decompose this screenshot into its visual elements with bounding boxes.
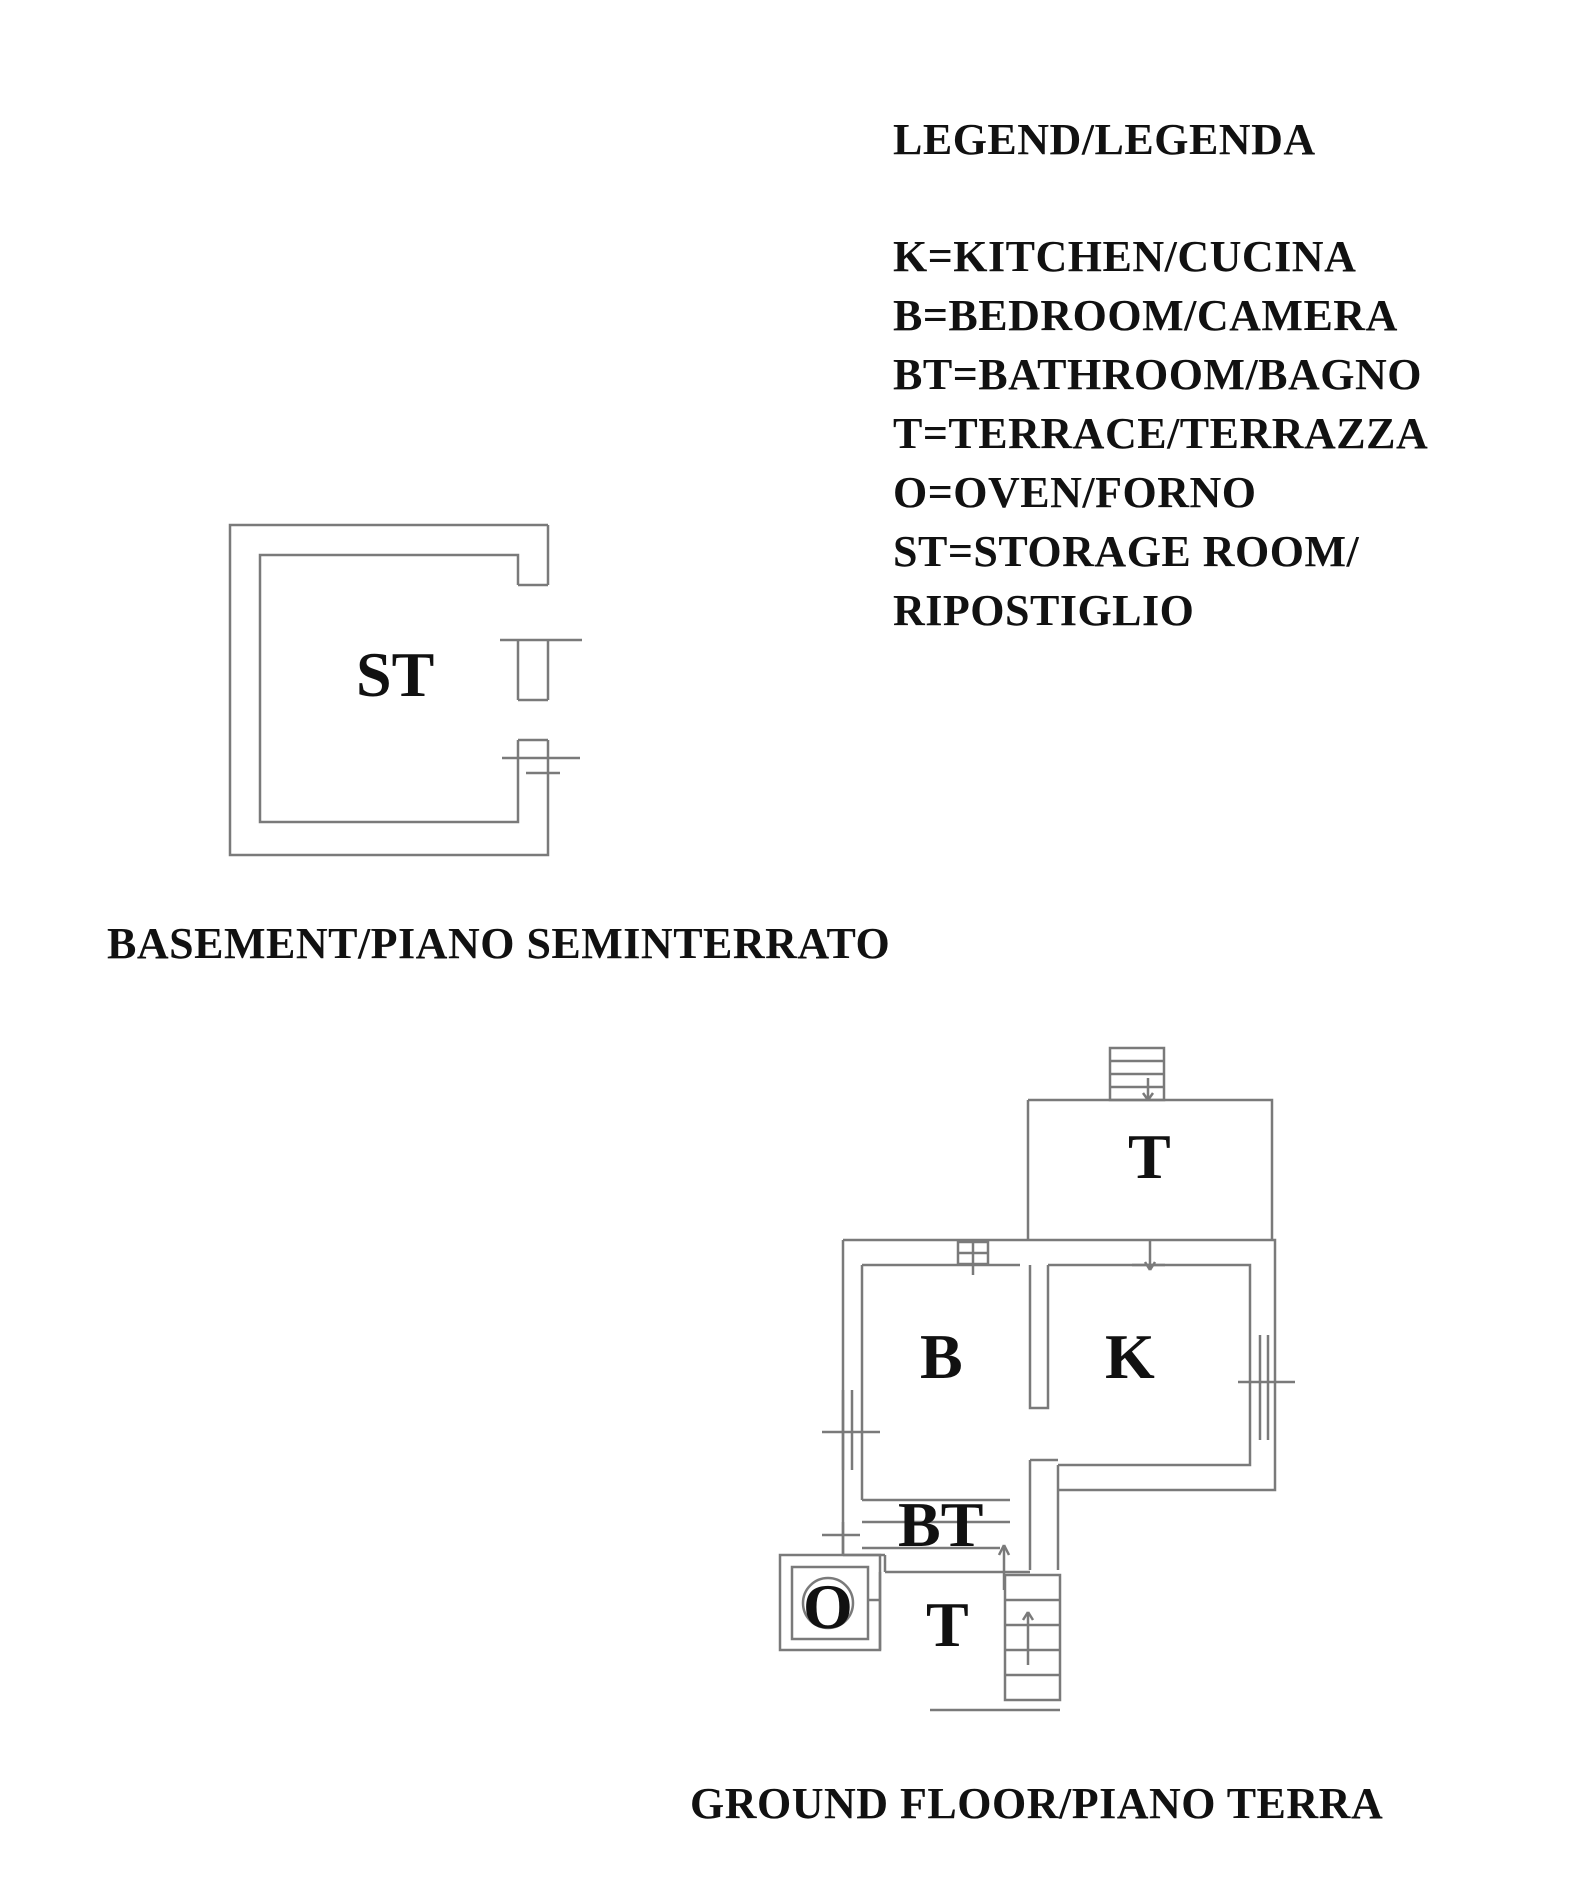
room-label-terrace-bottom: T (926, 1589, 969, 1660)
legend-title: LEGEND/LEGENDA (893, 115, 1316, 164)
legend-item: T=TERRACE/TERRAZZA (893, 409, 1429, 458)
room-label-kitchen: K (1105, 1321, 1155, 1392)
legend-item: BT=BATHROOM/BAGNO (893, 350, 1423, 399)
legend-item: O=OVEN/FORNO (893, 468, 1257, 517)
room-label-terrace-top: T (1128, 1121, 1171, 1192)
room-label-bathroom: BT (898, 1489, 984, 1560)
legend (893, 110, 1428, 640)
basement-caption: BASEMENT/PIANO SEMINTERRATO (107, 919, 891, 968)
legend-item: K=KITCHEN/CUCINA (893, 232, 1357, 281)
legend-item: ST=STORAGE ROOM/ (893, 527, 1360, 576)
room-label-storage: ST (356, 639, 435, 710)
ground-floor-caption: GROUND FLOOR/PIANO TERRA (690, 1779, 1384, 1828)
ground-floor-plan (780, 1048, 1295, 1710)
room-label-oven: O (803, 1571, 853, 1642)
legend-item: B=BEDROOM/CAMERA (893, 291, 1398, 340)
legend-item: RIPOSTIGLIO (893, 586, 1195, 635)
room-label-bedroom: B (920, 1321, 963, 1392)
